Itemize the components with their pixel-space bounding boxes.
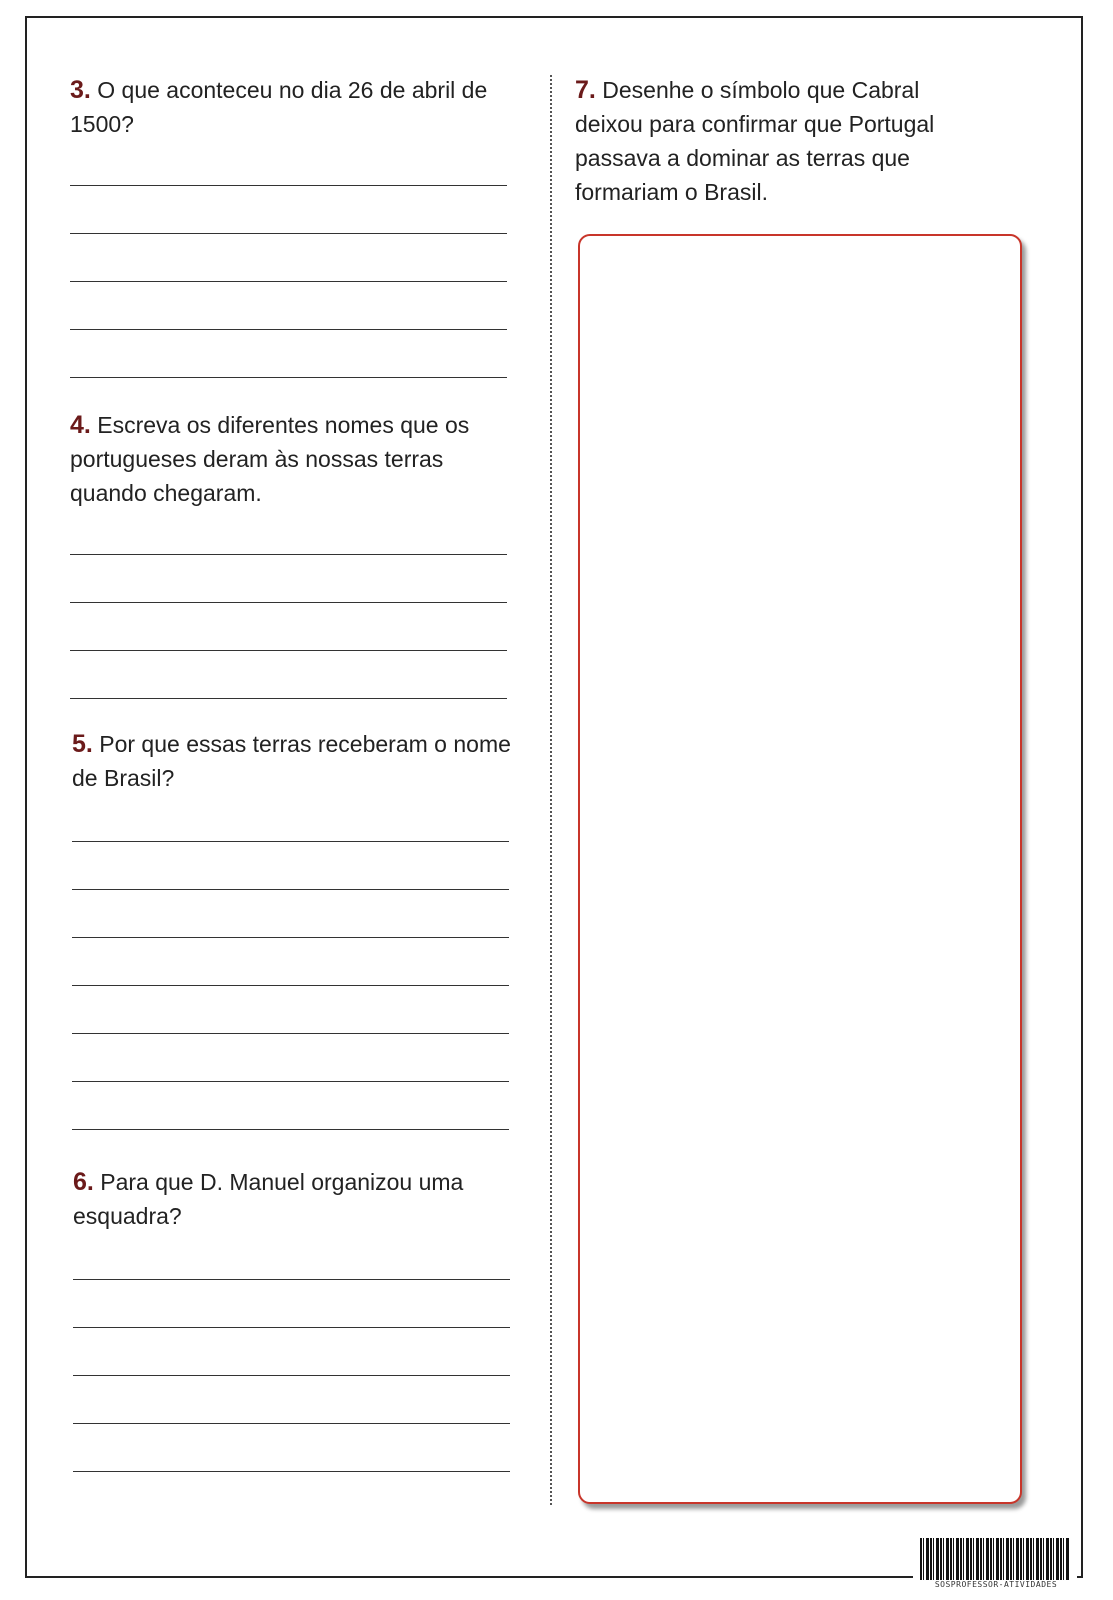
question-3-text: O que aconteceu no dia 26 de abril de 1500? <box>70 77 488 137</box>
column-divider <box>550 75 552 1505</box>
answer-line-5-7[interactable] <box>72 1129 509 1130</box>
answer-line-3-2[interactable] <box>70 233 507 234</box>
question-3-number: 3. <box>70 76 91 104</box>
barcode-icon <box>920 1538 1070 1580</box>
question-4 <box>70 408 500 510</box>
answer-line-3-1[interactable] <box>70 185 507 186</box>
answer-line-4-4[interactable] <box>70 698 507 699</box>
answer-line-5-1[interactable] <box>72 841 509 842</box>
page-frame-bottom-right <box>1077 1576 1083 1578</box>
answer-line-5-3[interactable] <box>72 937 509 938</box>
question-5-text: Por que essas terras receberam o nome de Brasil? <box>72 731 511 791</box>
answer-line-3-5[interactable] <box>70 377 507 378</box>
answer-line-6-3[interactable] <box>73 1375 510 1376</box>
answer-line-5-5[interactable] <box>72 1033 509 1034</box>
question-6-text: Para que D. Manuel organizou uma esquadra? <box>73 1169 464 1229</box>
drawing-box[interactable] <box>578 234 1022 1504</box>
answer-line-4-3[interactable] <box>70 650 507 651</box>
page-frame-bottom <box>25 1576 913 1578</box>
question-5 <box>72 727 522 795</box>
question-4-number: 4. <box>70 411 91 439</box>
question-4-text: Escreva os diferentes nomes que os portugueses deram às nossas terras quando chegaram. <box>70 412 470 506</box>
question-3 <box>70 73 520 141</box>
answer-line-6-1[interactable] <box>73 1279 510 1280</box>
answer-line-5-6[interactable] <box>72 1081 509 1082</box>
question-7-text: Desenhe o símbolo que Cabral deixou para confirmar que Portugal passava a dominar as terras que formariam o Brasil. <box>575 77 935 205</box>
answer-line-6-4[interactable] <box>73 1423 510 1424</box>
question-7 <box>575 73 975 209</box>
question-7-number: 7. <box>575 76 596 104</box>
answer-line-4-2[interactable] <box>70 602 507 603</box>
answer-line-6-5[interactable] <box>73 1471 510 1472</box>
question-6-number: 6. <box>73 1168 94 1196</box>
answer-line-5-2[interactable] <box>72 889 509 890</box>
question-6 <box>73 1165 513 1233</box>
answer-line-3-3[interactable] <box>70 281 507 282</box>
answer-line-5-4[interactable] <box>72 985 509 986</box>
answer-line-3-4[interactable] <box>70 329 507 330</box>
barcode-text: SOSPROFESSOR-ATIVIDADES <box>934 1580 1058 1589</box>
question-5-number: 5. <box>72 730 93 758</box>
answer-line-4-1[interactable] <box>70 554 507 555</box>
answer-line-6-2[interactable] <box>73 1327 510 1328</box>
